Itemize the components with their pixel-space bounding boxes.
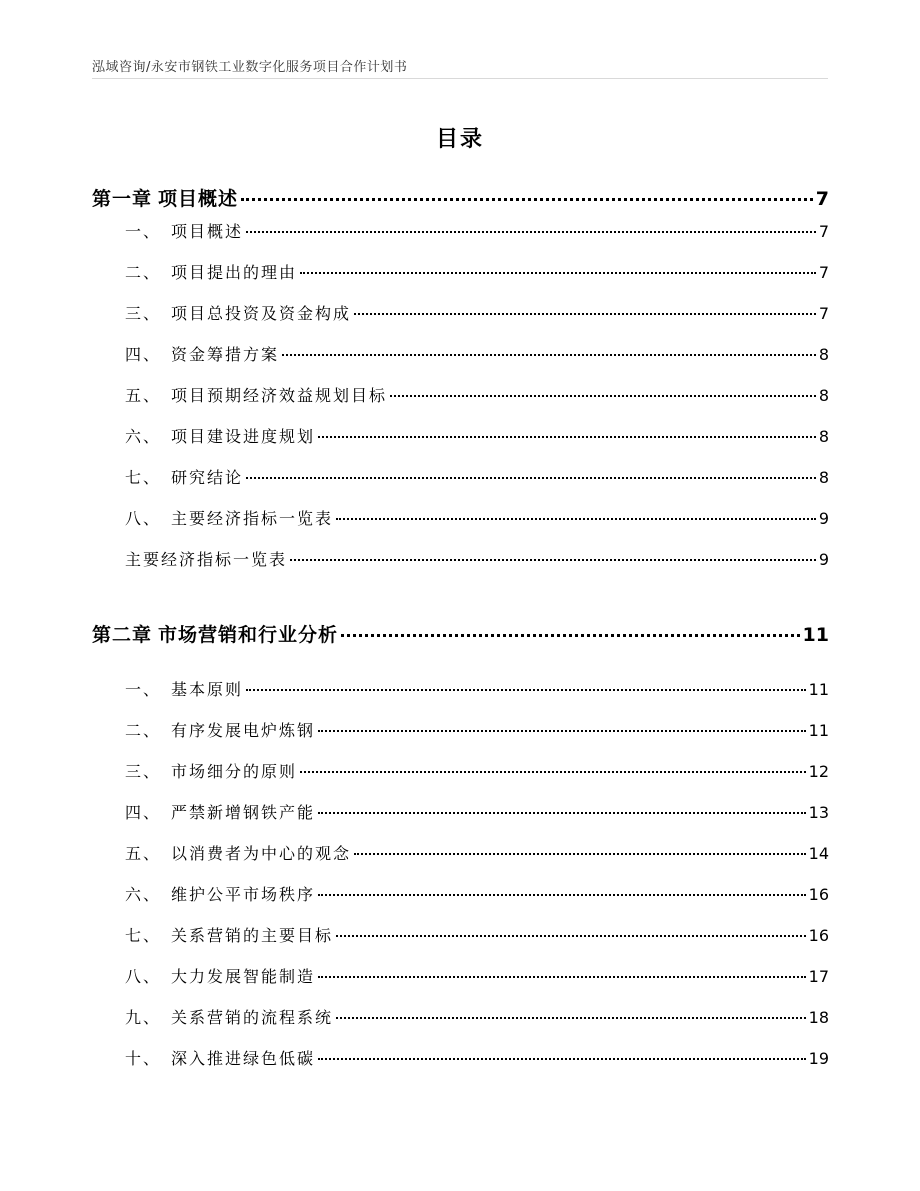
toc-entry-title: 基本原则 (171, 680, 244, 699)
toc-entry[interactable] (125, 718, 829, 741)
toc-entry-title: 严禁新增钢铁产能 (171, 803, 316, 822)
toc-leader-dots (300, 272, 816, 274)
toc-entry[interactable] (125, 342, 829, 365)
toc-page-number: 18 (808, 1008, 829, 1027)
toc-page-number: 7 (818, 304, 829, 323)
toc-leader-dots (246, 231, 816, 233)
toc-page-number: 12 (808, 762, 829, 781)
toc-leader-dots (318, 894, 806, 896)
toc-entry-number: 一、 (125, 680, 162, 699)
toc-entry-number: 七、 (125, 468, 162, 487)
toc-entry-title: 主要经济指标一览表 (171, 509, 334, 528)
toc-entry[interactable] (125, 1046, 829, 1069)
toc-entry[interactable] (125, 964, 829, 987)
toc-leader-dots (336, 935, 806, 937)
toc-entry-title: 项目概述 (171, 222, 244, 241)
toc-chapter-number: 第一章 (92, 188, 153, 210)
toc-page-number: 7 (815, 188, 829, 210)
toc-page-number: 16 (808, 926, 829, 945)
toc-page-number: 19 (808, 1049, 829, 1068)
toc-entry-title: 项目提出的理由 (171, 263, 298, 282)
toc-entry-title: 大力发展智能制造 (171, 967, 316, 986)
toc-chapter-number: 第二章 (92, 624, 153, 646)
toc-entry-number: 六、 (125, 427, 162, 446)
toc-entry[interactable] (125, 882, 829, 905)
toc-entry-number: 三、 (125, 762, 162, 781)
toc-entry[interactable] (125, 923, 829, 946)
toc-entry-number: 十、 (125, 1049, 162, 1068)
toc-page-number: 8 (818, 345, 829, 364)
toc-entry-number: 六、 (125, 885, 162, 904)
toc-page-number: 9 (818, 509, 829, 528)
toc-chapter-title: 项目概述 (158, 188, 239, 210)
toc-page-number: 8 (818, 427, 829, 446)
toc-entry-title: 有序发展电炉炼钢 (171, 721, 316, 740)
toc-entry[interactable] (125, 841, 829, 864)
toc-entry-title: 主要经济指标一览表 (125, 550, 288, 569)
toc-leader-dots (241, 198, 813, 201)
toc-entry-number: 三、 (125, 304, 162, 323)
toc-leader-dots (318, 1058, 806, 1060)
toc-leader-dots (318, 730, 806, 732)
toc-entry-title: 维护公平市场秩序 (171, 885, 316, 904)
toc-page-number: 11 (808, 721, 829, 740)
toc-entry-title: 以消费者为中心的观念 (171, 844, 352, 863)
toc-entry-title: 关系营销的主要目标 (171, 926, 334, 945)
toc-entry-number: 八、 (125, 509, 162, 528)
toc-entry[interactable] (125, 677, 829, 700)
toc-leader-dots (354, 853, 806, 855)
toc-entry[interactable] (125, 465, 829, 488)
toc-entry-number: 五、 (125, 386, 162, 405)
toc-entry-number: 九、 (125, 1008, 162, 1027)
toc-leader-dots (341, 634, 800, 637)
toc-entry[interactable] (125, 219, 829, 242)
toc-entry-title: 研究结论 (171, 468, 244, 487)
toc-page-number: 8 (818, 386, 829, 405)
toc-entry-number: 二、 (125, 263, 162, 282)
toc-leader-dots (300, 771, 806, 773)
toc-entry[interactable] (125, 506, 829, 529)
toc-leader-dots (354, 313, 816, 315)
toc-page-number: 11 (802, 624, 829, 646)
toc-entry[interactable] (125, 383, 829, 406)
toc-page-number: 14 (808, 844, 829, 863)
toc-page-number: 8 (818, 468, 829, 487)
toc-chapter-title: 市场营销和行业分析 (158, 624, 339, 646)
toc-leader-dots (318, 436, 816, 438)
toc-entry-title: 市场细分的原则 (171, 762, 298, 781)
toc-entry-title: 项目总投资及资金构成 (171, 304, 352, 323)
toc-entry[interactable] (125, 1005, 829, 1028)
toc-entry[interactable] (125, 800, 829, 823)
toc-entry[interactable] (125, 424, 829, 447)
toc-leader-dots (318, 812, 806, 814)
toc-leader-dots (390, 395, 816, 397)
toc-entry[interactable] (125, 260, 829, 283)
toc-entry-number: 八、 (125, 967, 162, 986)
toc-leader-dots (336, 518, 816, 520)
toc-entry-title: 关系营销的流程系统 (171, 1008, 334, 1027)
toc-entry-number: 一、 (125, 222, 162, 241)
toc-page-number: 7 (818, 222, 829, 241)
toc-entry-title: 项目预期经济效益规划目标 (171, 386, 388, 405)
toc-entry-number: 七、 (125, 926, 162, 945)
toc-page-number: 17 (808, 967, 829, 986)
toc-entry-number: 二、 (125, 721, 162, 740)
toc-entry-title: 深入推进绿色低碳 (171, 1049, 316, 1068)
toc-leader-dots (282, 354, 816, 356)
toc-entry[interactable] (125, 301, 829, 324)
toc-chapter-2[interactable] (92, 620, 829, 647)
toc-leader-dots (318, 976, 806, 978)
toc-entry-title: 项目建设进度规划 (171, 427, 316, 446)
toc-entry-number: 五、 (125, 844, 162, 863)
toc-chapter-1[interactable] (92, 184, 829, 211)
toc-page-number: 16 (808, 885, 829, 904)
toc-entry[interactable] (125, 759, 829, 782)
toc-page-number: 13 (808, 803, 829, 822)
toc-leader-dots (246, 477, 816, 479)
toc-leader-dots (336, 1017, 806, 1019)
toc-page-number: 9 (818, 550, 829, 569)
running-header: 泓域咨询/永安市钢铁工业数字化服务项目合作计划书 (92, 60, 408, 75)
toc-page-number: 11 (808, 680, 829, 699)
toc-page-number: 7 (818, 263, 829, 282)
toc-entry-number: 四、 (125, 345, 162, 364)
toc-entry-table[interactable] (125, 547, 829, 570)
toc-entry-number: 四、 (125, 803, 162, 822)
toc-leader-dots (246, 689, 806, 691)
toc-leader-dots (290, 559, 816, 561)
page-title: 目录 (435, 127, 484, 152)
toc-entry-title: 资金筹措方案 (171, 345, 280, 364)
